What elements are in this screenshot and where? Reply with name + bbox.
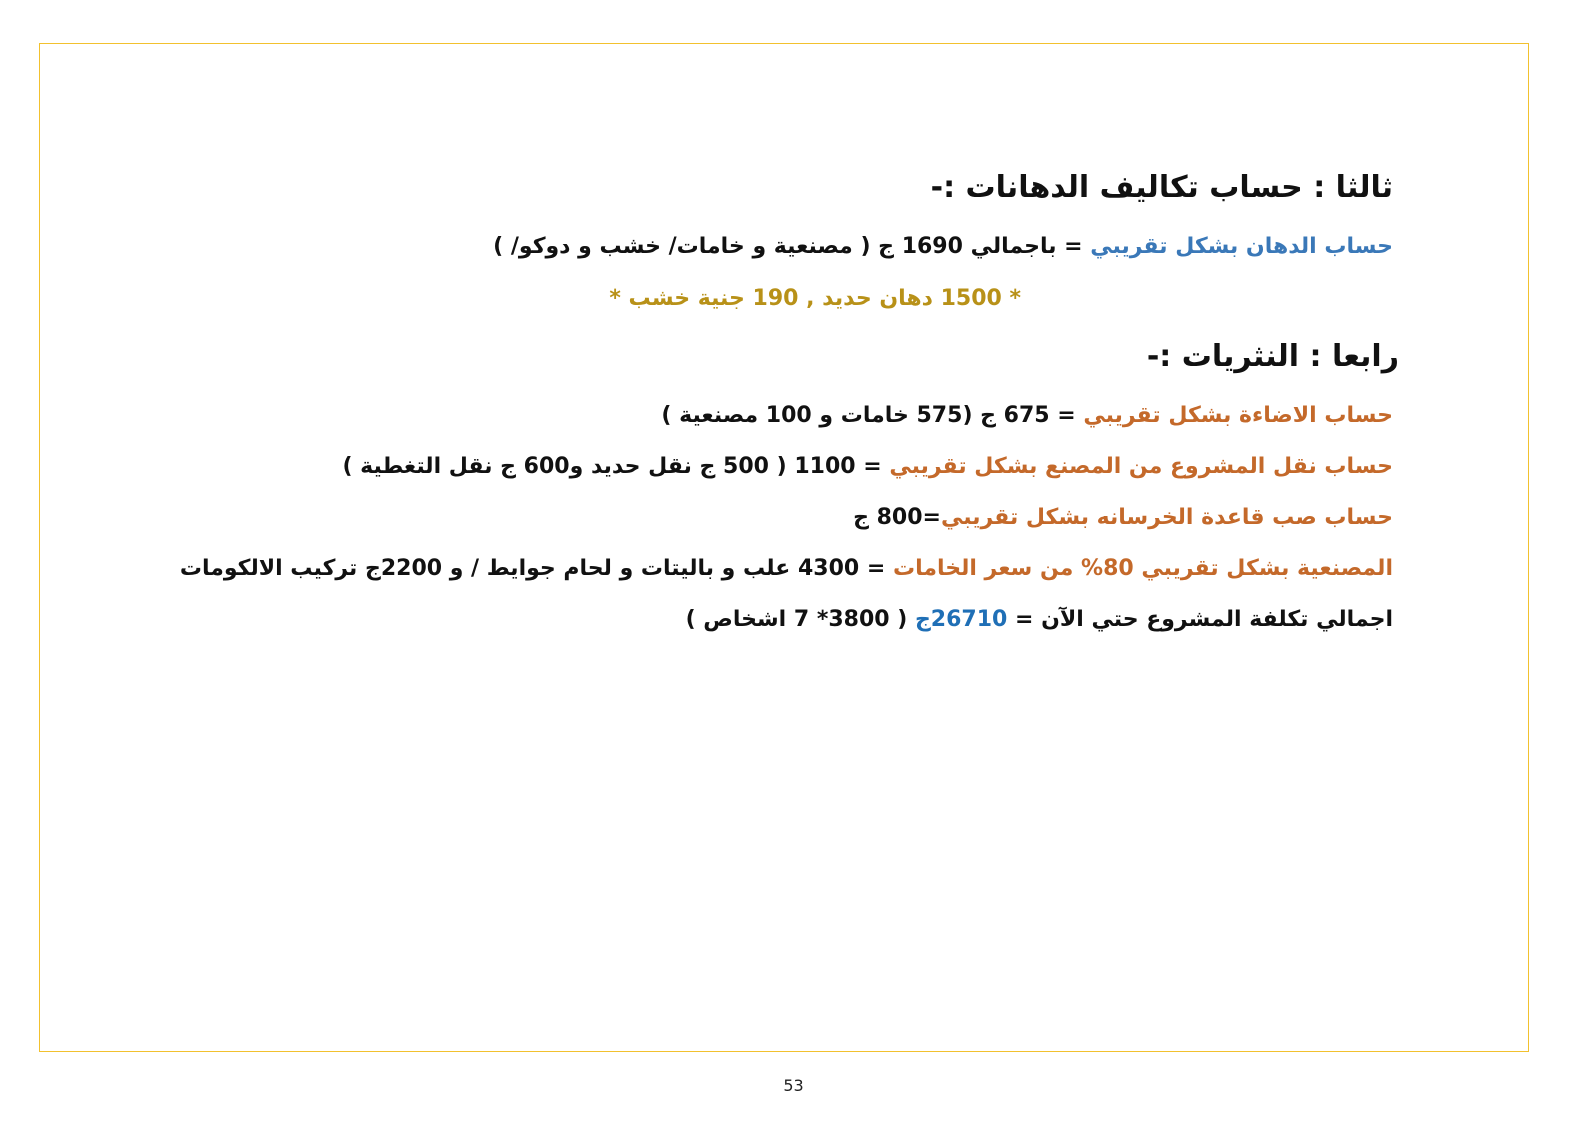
total-cost-value: 26710ج bbox=[907, 607, 1008, 632]
lighting-cost-value: = 675 ج (575 خامات و 100 مصنعية ) bbox=[661, 403, 1084, 428]
transport-cost-line bbox=[342, 454, 1393, 479]
section3-heading bbox=[931, 170, 1393, 205]
section4-heading-text: رابعا : النثريات :- bbox=[1146, 339, 1399, 374]
paint-cost-note-text: * 1500 دهان حديد , 190 جنية خشب * bbox=[609, 286, 1021, 311]
labor-cost-label: المصنعية بشكل تقريبي 80% من سعر الخامات bbox=[892, 556, 1393, 581]
total-cost-line bbox=[686, 607, 1393, 632]
lighting-cost-label: حساب الاضاءة بشكل تقريبي bbox=[1083, 403, 1393, 428]
concrete-cost-value: =800 ج bbox=[853, 505, 941, 530]
transport-cost-value: = 1100 ( 500 ج نقل حديد و600 ج نقل التغطية ) bbox=[342, 454, 890, 479]
paint-cost-value: = باجمالي 1690 ج ( مصنعية و خامات/ خشب و دوكو/ ) bbox=[493, 234, 1091, 259]
paint-cost-label: حساب الدهان بشكل تقريبي bbox=[1090, 234, 1393, 259]
transport-cost-label: حساب نقل المشروع من المصنع بشكل تقريبي bbox=[889, 454, 1393, 479]
lighting-cost-line bbox=[661, 403, 1393, 428]
total-cost-label: اجمالي تكلفة المشروع حتي الآن = bbox=[1007, 607, 1393, 632]
paint-cost-note bbox=[609, 286, 1021, 311]
labor-cost-line bbox=[180, 556, 1393, 581]
total-cost-detail: ( 3800* 7 اشخاص ) bbox=[685, 607, 908, 632]
section4-heading bbox=[1147, 339, 1399, 374]
page-number: 53 bbox=[783, 1076, 804, 1095]
labor-cost-value: = 4300 علب و باليتات و لحام جوايط / و 2200ج تركيب الالكومات bbox=[179, 556, 893, 581]
concrete-cost-line bbox=[853, 505, 1393, 530]
paint-cost-line bbox=[493, 234, 1393, 259]
concrete-cost-label: حساب صب قاعدة الخرسانه بشكل تقريبي bbox=[940, 505, 1393, 530]
section3-heading-text: ثالثا : حساب تكاليف الدهانات :- bbox=[930, 170, 1393, 205]
